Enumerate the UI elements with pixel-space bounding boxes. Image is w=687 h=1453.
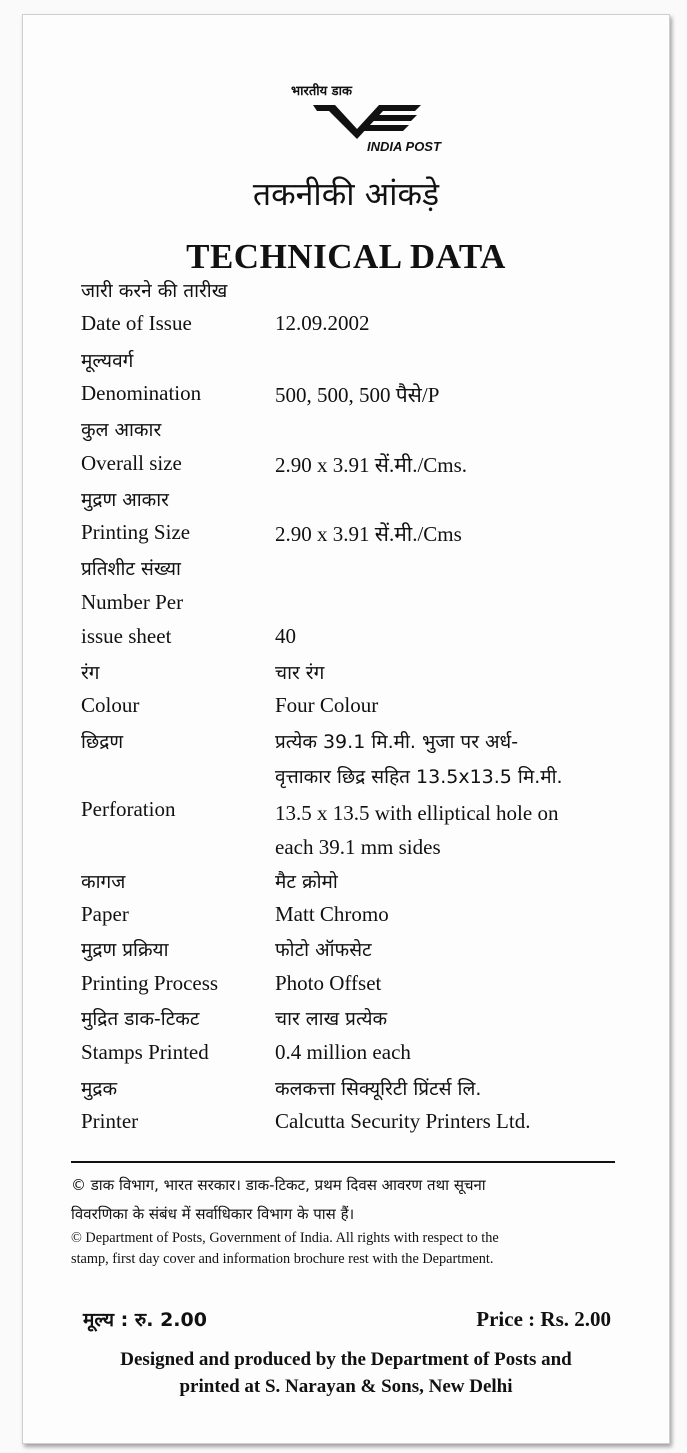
paper-label-hindi: कागज [81, 871, 126, 893]
copyright-english-line2: stamp, first day cover and information brochure rest with the Department. [71, 1251, 494, 1267]
overall-size-value: 2.90 x 3.91 सें.मी./Cms. [275, 453, 468, 477]
number-per-sheet-label-line2: issue sheet [81, 624, 172, 648]
price-hindi: मूल्य : रु. 2.00 [83, 1309, 207, 1331]
printer-label: Printer [81, 1109, 139, 1133]
issue-date-label-hindi: जारी करने की तारीख [81, 280, 228, 302]
overall-size-label: Overall size [81, 451, 182, 475]
colour-label: Colour [81, 693, 140, 717]
printer-label-hindi: मुद्रक [81, 1078, 118, 1100]
divider-rule [71, 1161, 615, 1163]
perforation-value-hindi-line1: प्रत्येक 39.1 मि.मी. भुजा पर अर्ध- [275, 731, 519, 753]
colour-label-hindi: रंग [81, 662, 100, 684]
printing-size-label-hindi: मुद्रण आकार [81, 489, 169, 511]
credits-line1: Designed and produced by the Department of Posts and [120, 1349, 572, 1370]
colour-value-hindi: चार रंग [275, 662, 325, 684]
india-post-emblem-icon [313, 99, 423, 143]
printing-size-value: 2.90 x 3.91 सें.मी./Cms [275, 522, 462, 546]
printer-value-hindi: कलकत्ता सिक्यूरिटी प्रिंटर्स लि. [275, 1078, 482, 1100]
copyright-hindi-line1: © डाक विभाग, भारत सरकार। डाक-टिकट, प्रथम दिवस आवरण तथा सूचना [71, 1176, 486, 1194]
india-post-logo [285, 81, 455, 161]
title-hindi: तकनीकी आंकड़े [252, 175, 440, 213]
copyright-hindi [71, 1171, 619, 1229]
title-english: TECHNICAL DATA [186, 237, 506, 276]
issue-date-value: 12.09.2002 [275, 311, 370, 335]
stamps-printed-value: 0.4 million each [275, 1040, 411, 1064]
price-english: Price : Rs. 2.00 [476, 1307, 611, 1331]
printer-value: Calcutta Security Printers Ltd. [275, 1109, 531, 1133]
copyright-hindi-line2: विवरणिका के संबंध में सर्वाधिकार विभाग के पास हैं। [71, 1205, 355, 1223]
printing-process-value-hindi: फोटो ऑफसेट [275, 939, 372, 961]
number-per-sheet-label-line1: Number Per [81, 590, 184, 614]
denomination-value: 500, 500, 500 पैसे/P [275, 383, 440, 407]
paper-label: Paper [81, 902, 129, 926]
credits [23, 1346, 669, 1400]
copyright-english [71, 1228, 619, 1270]
logo-english-text: INDIA POST [367, 139, 441, 154]
logo-hindi-text: भारतीय डाक [291, 84, 352, 99]
brochure-sheet [22, 14, 670, 1444]
number-per-sheet-label-hindi: प्रतिशीट संख्या [81, 558, 181, 580]
issue-date-label: Date of Issue [81, 311, 192, 335]
printing-size-label: Printing Size [81, 520, 191, 544]
printing-process-value: Photo Offset [275, 971, 382, 995]
paper-value-hindi: मैट क्रोमो [275, 871, 338, 893]
perforation-label: Perforation [81, 797, 176, 821]
overall-size-label-hindi: कुल आकार [81, 419, 162, 441]
copyright-english-line1: © Department of Posts, Government of India. All rights with respect to the [71, 1230, 499, 1246]
perforation-value-line1: 13.5 x 13.5 with elliptical hole on [275, 801, 559, 825]
number-per-sheet-value: 40 [275, 624, 296, 648]
denomination-label: Denomination [81, 381, 202, 405]
denomination-label-hindi: मूल्यवर्ग [81, 350, 134, 372]
stamps-printed-label: Stamps Printed [81, 1040, 209, 1064]
credits-line2: printed at S. Narayan & Sons, New Delhi [179, 1376, 513, 1397]
printing-process-label: Printing Process [81, 971, 219, 995]
stamps-printed-label-hindi: मुद्रित डाक-टिकट [81, 1008, 200, 1030]
perforation-value-line2: each 39.1 mm sides [275, 835, 441, 859]
colour-value: Four Colour [275, 693, 379, 717]
printing-process-label-hindi: मुद्रण प्रक्रिया [81, 939, 169, 961]
stamps-printed-value-hindi: चार लाख प्रत्येक [275, 1008, 388, 1030]
perforation-label-hindi: छिद्रण [81, 731, 124, 753]
perforation-value-hindi-line2: वृत्ताकार छिद्र सहित 13.5x13.5 मि.मी. [275, 766, 563, 788]
paper-value: Matt Chromo [275, 902, 389, 926]
